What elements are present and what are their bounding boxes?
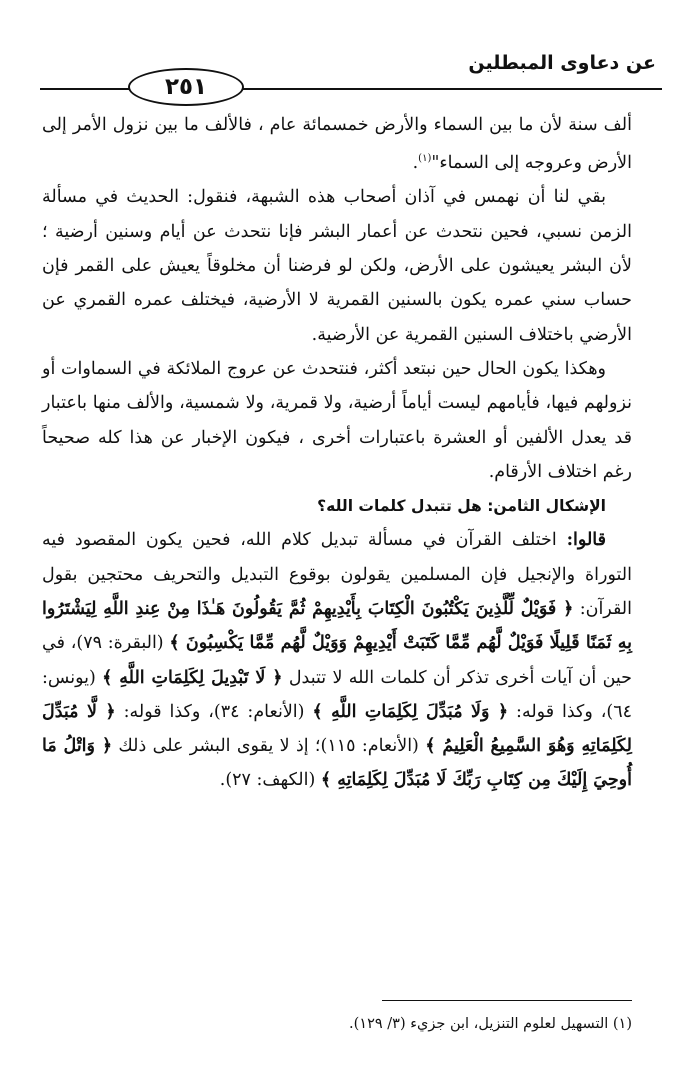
footnote-reference: (١) xyxy=(418,153,432,165)
footnote: (١) التسهيل لعلوم التنزيل، ابن جزيء (٣/ ١٢٩). xyxy=(349,1016,632,1032)
paragraph-3: وهكذا يكون الحال حين نبتعد أكثر، فنتحدث عن عروج الملائكة في السماوات أو نزولهم فيها، فأيامهم ليست أياماً أرضية، ولا قمرية، ولا شمسية، والألف منها باعتبار قد يعدل الألفين أو العشرة باعتبارات أخرى ، فيكون الإخبار عن هذا كله صحيحاً رغم اختلاف الأرقام. xyxy=(42,358,632,482)
quran-verse-5: ﴿ وَاتْلُ مَا أُوحِيَ إِلَيْكَ مِن كِتَابِ رَبِّكَ لَا مُبَدِّلَ لِكَلِمَاتِهِ ﴾ xyxy=(42,736,632,791)
paragraph-4-text-4: (الأنعام: ٣٤)، وكذا قوله: xyxy=(115,701,313,722)
paragraph-4 xyxy=(42,523,632,797)
page-header xyxy=(40,48,662,100)
running-title: عن دعاوى المبطلين xyxy=(468,52,656,74)
paragraph-2: بقي لنا أن نهمس في آذان أصحاب هذه الشبهة، فنقول: الحديث في مسألة الزمن نسبي، فحين نتحدث عن أعمار البشر فإنا نتحدث عن أيام وسنين أرضية ؛ لأن البشر يعيشون على الأرض، ولكن لو فرضنا أن مخلوقاً يعيش على القمر فإن حساب سني عمره يكون بالسنين القمرية لا الأرضية، فيختلف عمره القمري عن الأرضي باختلاف السنين القمرية عن الأرضية. xyxy=(42,187,632,345)
footnote-rule xyxy=(382,1000,632,1001)
paragraph-4-text-3: (يونس: ٦٤)، وكذا قوله: xyxy=(42,667,633,722)
quran-verse-2: ﴿ لَا تَبْدِيلَ لِكَلِمَاتِ اللَّهِ ﴾ xyxy=(102,667,283,688)
paragraph-4-lead: قالوا: xyxy=(566,530,606,551)
paragraph-4-text-1: اختلف القرآن في مسألة تبديل كلام الله، فحين يكون المقصود فيه التوراة والإنجيل فإن المسلمين يقولون بوقوع التبديل والتحريف محتجين بقول القرآن: xyxy=(42,530,633,619)
paragraph-1-text: ألف سنة لأن ما بين السماء والأرض خمسمائة عام ، فالألف ما بين نزول الأمر إلى الأرض وعروجه إلى السماء" xyxy=(42,115,632,174)
quran-verse-1: ﴿ فَوَيْلٌ لِّلَّذِينَ يَكْتُبُونَ الْكِتَابَ بِأَيْدِيهِمْ ثُمَّ يَقُولُونَ هَـٰذَا مِنْ عِندِ اللَّهِ لِيَشْتَرُوا بِهِ ثَمَنًا قَلِيلًا فَوَيْلٌ لَّهُم مِّمَّا كَتَبَتْ أَيْدِيهِمْ وَوَيْلٌ لَّهُم مِّمَّا يَكْسِبُونَ ﴾ xyxy=(42,598,632,654)
quran-verse-4: ﴿ لَّا مُبَدِّلَ لِكَلِمَاتِهِ وَهُوَ السَّمِيعُ الْعَلِيمُ ﴾ xyxy=(42,701,632,757)
paragraph-4-text-2: (البقرة: ٧٩)، في حين أن آيات أخرى تذكر أن كلمات الله لا تتبدل xyxy=(42,633,632,688)
quran-verse-3: ﴿ وَلَا مُبَدِّلَ لِكَلِمَاتِ اللَّهِ ﴾ xyxy=(312,701,509,722)
paragraph-4-text-6: (الكهف: ٢٧). xyxy=(219,770,321,791)
paragraph-1: ألف سنة لأن ما بين السماء والأرض خمسمائة عام ، فالألف ما بين نزول الأمر إلى الأرض وعروجه إلى السماء"$^{(١)}$. xyxy=(42,115,632,174)
page-number: ٢٥١ xyxy=(128,68,244,106)
main-text xyxy=(42,108,632,798)
paragraph-4-text-5: (الأنعام: ١١٥)؛ إذ لا يقوى البشر على ذلك xyxy=(112,736,426,757)
section-heading: الإشكال الثامن: هل تتبدل كلمات الله؟ xyxy=(317,497,606,516)
